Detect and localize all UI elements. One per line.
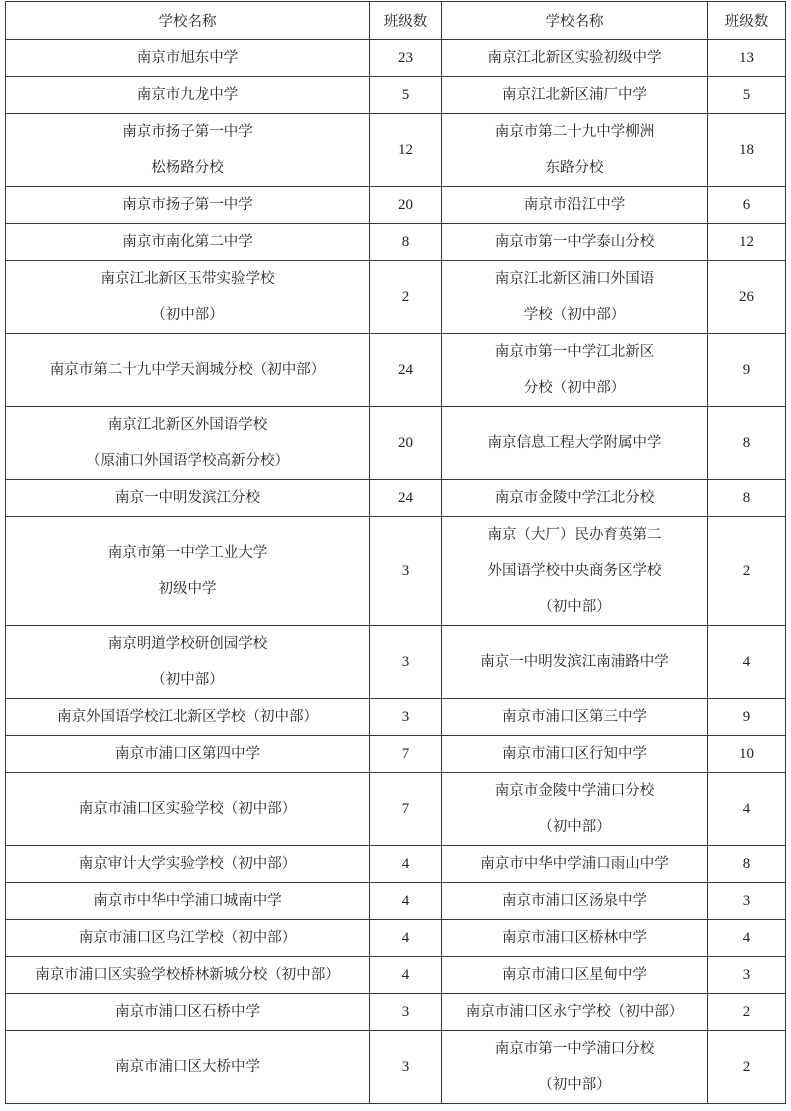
school-name-right [442, 846, 708, 883]
class-count-left: 7 [370, 773, 442, 846]
header-school-name-right: 学校名称 [442, 2, 708, 40]
school-name-right [442, 883, 708, 920]
table-row [6, 77, 786, 114]
class-count-left: 5 [370, 77, 442, 114]
class-count-right: 2 [708, 1031, 786, 1104]
table-row [6, 994, 786, 1031]
school-name-line: 初级中学 [158, 581, 217, 597]
school-name-right [442, 1031, 708, 1104]
school-name-left [6, 920, 370, 957]
school-name-line: 南京（大厂）民办育英第二 [487, 527, 662, 543]
school-name-line: 南京审计大学实验学校（初中部） [78, 856, 297, 872]
class-count-right: 10 [708, 736, 786, 773]
school-name-line: 东路分校 [545, 160, 604, 176]
school-name-line: 南京市中华中学浦口雨山中学 [480, 856, 669, 872]
class-count-left: 20 [370, 407, 442, 480]
class-count-right: 12 [708, 224, 786, 261]
school-name-line: 南京市浦口区石桥中学 [115, 1004, 260, 1020]
school-name-line: 南京市浦口区桥林中学 [502, 930, 647, 946]
class-count-right: 8 [708, 480, 786, 517]
school-name-left [6, 626, 370, 699]
school-name-left [6, 407, 370, 480]
school-name-line: 南京市浦口区大桥中学 [115, 1059, 260, 1075]
class-count-left: 3 [370, 1031, 442, 1104]
school-name-line: 南京市浦口区汤泉中学 [502, 893, 647, 909]
school-name-line: 南京江北新区玉带实验学校 [100, 271, 275, 287]
class-count-left: 4 [370, 920, 442, 957]
header-class-count-left: 班级数 [370, 2, 442, 40]
table-body [6, 40, 786, 1104]
table-row [6, 773, 786, 846]
school-name-line: 南京一中明发滨江分校 [115, 490, 260, 506]
school-name-line: 南京市浦口区第三中学 [502, 709, 647, 725]
class-count-right: 26 [708, 261, 786, 334]
class-count-left: 24 [370, 480, 442, 517]
school-name-left [6, 994, 370, 1031]
school-name-left [6, 699, 370, 736]
school-name-line: 南京明道学校研创园学校 [107, 636, 268, 652]
school-name-left [6, 957, 370, 994]
school-name-right [442, 187, 708, 224]
table-row [6, 334, 786, 407]
class-count-left: 4 [370, 957, 442, 994]
school-name-right [442, 626, 708, 699]
school-name-left [6, 40, 370, 77]
table-row [6, 920, 786, 957]
table-row [6, 407, 786, 480]
school-name-line: 南京一中明发滨江南浦路中学 [480, 654, 669, 670]
table-row [6, 114, 786, 187]
school-name-line: 南京市南化第二中学 [122, 234, 253, 250]
table-row [6, 40, 786, 77]
school-name-line: 南京市扬子第一中学 [122, 124, 253, 140]
class-count-left: 2 [370, 261, 442, 334]
table-row [6, 846, 786, 883]
school-name-line: 南京市浦口区星甸中学 [502, 967, 647, 983]
class-count-right: 4 [708, 626, 786, 699]
school-name-line: 南京市浦口区行知中学 [502, 746, 647, 762]
table-row [6, 261, 786, 334]
school-name-line: 南京市金陵中学江北分校 [494, 490, 655, 506]
school-name-right [442, 407, 708, 480]
school-name-left [6, 736, 370, 773]
school-name-right [442, 517, 708, 626]
class-count-right: 5 [708, 77, 786, 114]
class-count-right: 8 [708, 846, 786, 883]
school-name-line: 南京市浦口区乌江学校（初中部） [78, 930, 297, 946]
school-name-left [6, 1031, 370, 1104]
class-count-left: 4 [370, 883, 442, 920]
school-name-line: 南京江北新区浦口外国语 [494, 271, 655, 287]
school-name-line: （初中部） [538, 1077, 611, 1093]
class-count-left: 3 [370, 626, 442, 699]
table-row [6, 699, 786, 736]
school-name-right [442, 114, 708, 187]
school-name-left [6, 187, 370, 224]
school-name-line: 松杨路分校 [151, 160, 224, 176]
school-name-line: 南京江北新区浦厂中学 [502, 87, 647, 103]
school-name-line: 南京信息工程大学附属中学 [487, 435, 662, 451]
school-name-right [442, 480, 708, 517]
class-count-left: 24 [370, 334, 442, 407]
class-count-right: 2 [708, 994, 786, 1031]
school-name-line: 南京市浦口区第四中学 [115, 746, 260, 762]
table-row [6, 883, 786, 920]
class-count-left: 7 [370, 736, 442, 773]
school-name-line: 南京市中华中学浦口城南中学 [93, 893, 282, 909]
school-name-left [6, 114, 370, 187]
school-name-line: 南京江北新区实验初级中学 [487, 50, 662, 66]
school-name-right [442, 699, 708, 736]
school-name-line: 南京市浦口区永宁学校（初中部） [465, 1004, 684, 1020]
school-name-right [442, 920, 708, 957]
school-name-line: （初中部） [151, 672, 224, 688]
class-count-left: 3 [370, 699, 442, 736]
school-name-line: 南京市旭东中学 [136, 50, 239, 66]
table-row [6, 736, 786, 773]
school-name-right [442, 957, 708, 994]
school-name-line: 南京市金陵中学浦口分校 [494, 783, 655, 799]
school-name-left [6, 846, 370, 883]
school-name-line: 南京江北新区外国语学校 [107, 417, 268, 433]
class-count-left: 3 [370, 517, 442, 626]
class-count-right: 8 [708, 407, 786, 480]
school-name-line: 南京市第一中学工业大学 [107, 545, 268, 561]
class-count-right: 6 [708, 187, 786, 224]
school-name-line: 外国语学校中央商务区学校 [487, 563, 662, 579]
school-name-line: 南京市九龙中学 [136, 87, 239, 103]
school-name-line: 南京市第二十九中学天润城分校（初中部） [49, 362, 326, 378]
school-name-right [442, 334, 708, 407]
school-name-line: 南京外国语学校江北新区学校（初中部） [57, 709, 318, 725]
school-name-right [442, 994, 708, 1031]
school-name-left [6, 224, 370, 261]
class-count-left: 3 [370, 994, 442, 1031]
school-class-table [5, 1, 786, 1104]
class-count-right: 18 [708, 114, 786, 187]
school-name-right [442, 261, 708, 334]
school-name-right [442, 773, 708, 846]
table-row [6, 224, 786, 261]
school-name-left [6, 261, 370, 334]
class-count-right: 3 [708, 883, 786, 920]
class-count-left: 4 [370, 846, 442, 883]
school-name-left [6, 773, 370, 846]
table-row [6, 1031, 786, 1104]
class-count-left: 12 [370, 114, 442, 187]
class-count-left: 23 [370, 40, 442, 77]
class-count-right: 4 [708, 773, 786, 846]
school-name-right [442, 224, 708, 261]
class-count-right: 4 [708, 920, 786, 957]
class-count-left: 8 [370, 224, 442, 261]
school-name-left [6, 334, 370, 407]
school-name-line: （初中部） [538, 599, 611, 615]
class-count-right: 2 [708, 517, 786, 626]
school-name-left [6, 883, 370, 920]
school-name-line: 南京市浦口区实验学校桥林新城分校（初中部） [35, 967, 340, 983]
class-count-left: 20 [370, 187, 442, 224]
school-name-line: 南京市扬子第一中学 [122, 197, 253, 213]
school-name-right [442, 77, 708, 114]
table-row [6, 626, 786, 699]
table-row [6, 517, 786, 626]
school-name-line: （初中部） [538, 819, 611, 835]
school-name-line: （原浦口外国语学校高新分校） [86, 453, 289, 469]
school-name-right [442, 736, 708, 773]
school-name-line: 南京市第二十九中学柳洲 [494, 124, 655, 140]
school-name-line: 学校（初中部） [523, 307, 626, 323]
school-name-left [6, 480, 370, 517]
table-header-row [6, 2, 786, 40]
school-name-line: （初中部） [151, 307, 224, 323]
school-name-line: 南京市第一中学泰山分校 [494, 234, 655, 250]
school-name-line: 南京市第一中学浦口分校 [494, 1041, 655, 1057]
class-count-right: 3 [708, 957, 786, 994]
class-count-right: 9 [708, 699, 786, 736]
class-count-right: 13 [708, 40, 786, 77]
header-school-name-left: 学校名称 [6, 2, 370, 40]
table-row [6, 480, 786, 517]
table-row [6, 957, 786, 994]
school-name-line: 南京市沿江中学 [523, 197, 626, 213]
class-count-right: 9 [708, 334, 786, 407]
table-row [6, 187, 786, 224]
school-name-left [6, 517, 370, 626]
school-name-line: 分校（初中部） [523, 380, 626, 396]
school-name-line: 南京市浦口区实验学校（初中部） [78, 801, 297, 817]
school-name-left [6, 77, 370, 114]
school-name-right [442, 40, 708, 77]
school-name-line: 南京市第一中学江北新区 [494, 344, 655, 360]
header-class-count-right: 班级数 [708, 2, 786, 40]
